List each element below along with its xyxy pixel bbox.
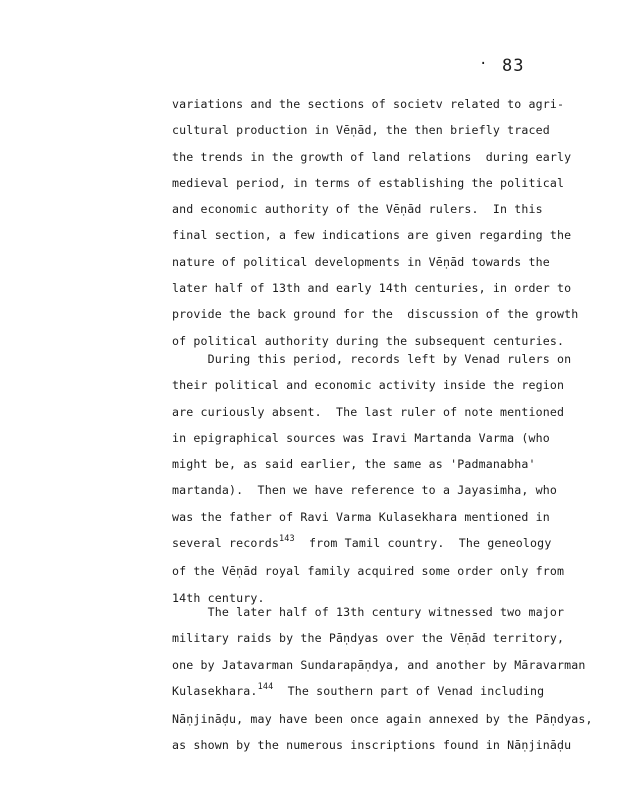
line-text-before: Kulasekhara. xyxy=(172,683,258,698)
text-line: in epigraphical sources was Iravi Martanda Varma (who xyxy=(172,430,550,445)
text-line: are curiously absent. The last ruler of note mentioned xyxy=(172,404,565,419)
footnote-ref-143: 143 xyxy=(278,534,295,545)
paragraph-2 xyxy=(172,346,592,611)
text-line: provide the back ground for the discussion of the growth xyxy=(172,307,579,322)
text-line: as shown by the numerous inscriptions found in Nāṇjināḍu xyxy=(172,738,572,753)
footnote-line xyxy=(172,678,592,706)
footnote-line xyxy=(172,530,592,558)
footnote-ref-144: 144 xyxy=(257,681,274,692)
text-line: 14th century. xyxy=(172,590,265,605)
text-line: final section, a few indications are given regarding the xyxy=(172,228,572,243)
page-mark: · xyxy=(479,56,488,72)
page-number: 83 xyxy=(502,56,525,76)
text-line: During this period, records left by Venad rulers on xyxy=(172,352,572,366)
text-line: one by Jatavarman Sundarapāṇdya, and another by Māravarman xyxy=(172,657,586,672)
text-line: nature of political developments in Vēṇād towards the xyxy=(172,254,550,269)
paragraph-1 xyxy=(172,91,592,354)
text-line: was the father of Ravi Varma Kulasekhara mentioned in xyxy=(172,509,550,524)
text-line: later half of 13th and early 14th centuries, in order to xyxy=(172,281,572,296)
text-line: of political authority during the subsequent centuries. xyxy=(172,333,565,348)
text-line: cultural production in Vēṇād, the then briefly traced xyxy=(172,123,550,138)
text-line: martanda). Then we have reference to a Jayasimha, who xyxy=(172,483,558,498)
text-line: medieval period, in terms of establishing the political xyxy=(172,175,565,190)
text-line: variations and the sections of societv related to agri- xyxy=(172,97,565,111)
text-line: the trends in the growth of land relations during early xyxy=(172,149,572,164)
text-line: of the Vēṇād royal family acquired some order only from xyxy=(172,564,565,579)
text-line: Nāṇjināḍu, may have been once again annexed by the Pāṇdyas, xyxy=(172,712,593,727)
line-text-before: several records xyxy=(172,536,279,551)
paragraph-3 xyxy=(172,599,592,759)
line-text-after: The southern part of Venad including xyxy=(273,683,545,698)
line-text-after: from Tamil country. The geneology xyxy=(294,536,552,551)
text-line: their political and economic activity inside the region xyxy=(172,378,565,393)
text-line: might be, as said earlier, the same as 'Padmanabha' xyxy=(172,457,536,472)
text-line: The later half of 13th century witnessed two major xyxy=(172,605,565,619)
text-line: military raids by the Pāṇdyas over the Vēṇād territory, xyxy=(172,631,565,646)
text-line: and economic authority of the Vēṇād rulers. In this xyxy=(172,202,543,217)
